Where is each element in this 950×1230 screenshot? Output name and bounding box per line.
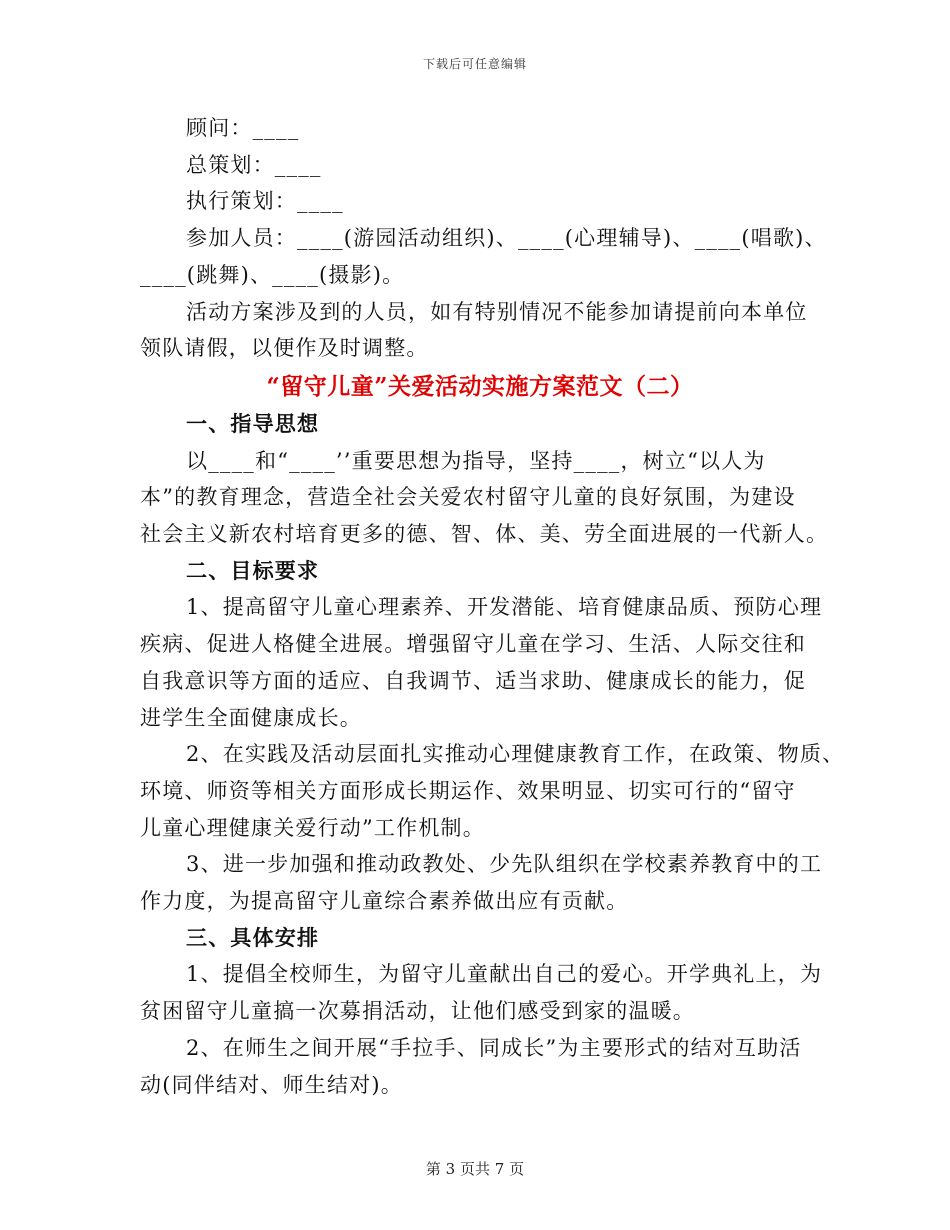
text-line: 以____和“____’’重要思想为指导，坚持____，树立“以人为 [186,448,766,473]
text-line: 领队请假，以便作及时调整。 [140,336,429,361]
section-heading: 一、指导思想 [186,410,320,436]
text-line: 活动方案涉及到的人员，如有特别情况不能参加请提前向本单位 [186,299,808,324]
text-line: 参加人员：____(游园活动组织)、____(心理辅导)、____(唱歌)、 [186,226,827,251]
text-line: 作力度，为提高留守儿童综合素养做出应有贡献。 [140,889,629,914]
text-line: 动(同伴结对、师生结对)。 [140,1072,403,1097]
text-line: 本”的教育理念，营造全社会关爱农村留守儿童的良好氛围，为建设 [140,485,796,510]
text-line: 2、在师生之间开展“手拉手、同成长”为主要形式的结对互助活 [186,1035,802,1060]
document-body [140,110,845,1103]
text-line: 1、提高留守儿童心理素养、开发潜能、培育健康品质、预防心理 [186,595,823,620]
text-line: 2、在实践及活动层面扎实推动心理健康教育工作，在政策、物质、 [186,742,845,767]
text-line: ____(跳舞)、____(摄影)。 [140,262,405,287]
text-line: 贫困留守儿童搞一次募捐活动，让他们感受到家的温暖。 [140,999,695,1024]
section-heading: 二、目标要求 [186,557,320,583]
text-line: 环境、师资等相关方面形成长期运作、效果明显、切实可行的“留守 [140,778,796,803]
text-line: 自我意识等方面的适应、自我调节、适当求助、健康成长的能力，促 [140,668,806,693]
text-line: 进学生全面健康成长。 [140,705,362,730]
text-line: 社会主义新农村培育更多的德、智、体、美、劳全面进展的一代新人。 [140,522,829,547]
text-line: 疾病、促进人格健全进展。增强留守儿童在学习、生活、人际交往和 [140,632,806,657]
text-line: 3、进一步加强和推动政教处、少先队组织在学校素养教育中的工 [186,852,823,877]
section-heading: 三、具体安排 [186,924,320,950]
text-line: 总策划：____ [186,152,322,177]
text-line: 1、提倡全校师生，为留守儿童献出自己的爱心。开学典礼上，为 [186,962,823,987]
page-footer: 第 3 页共 7 页 [425,1160,525,1178]
page-header: 下载后可任意编辑 [422,57,527,71]
text-line: 顾问：____ [186,116,300,140]
document-title: “留守儿童”关爱活动实施方案范文（二） [266,372,694,400]
text-line: 执行策划：____ [186,189,344,214]
text-line: 儿童心理健康关爱行动”工作机制。 [140,815,485,840]
